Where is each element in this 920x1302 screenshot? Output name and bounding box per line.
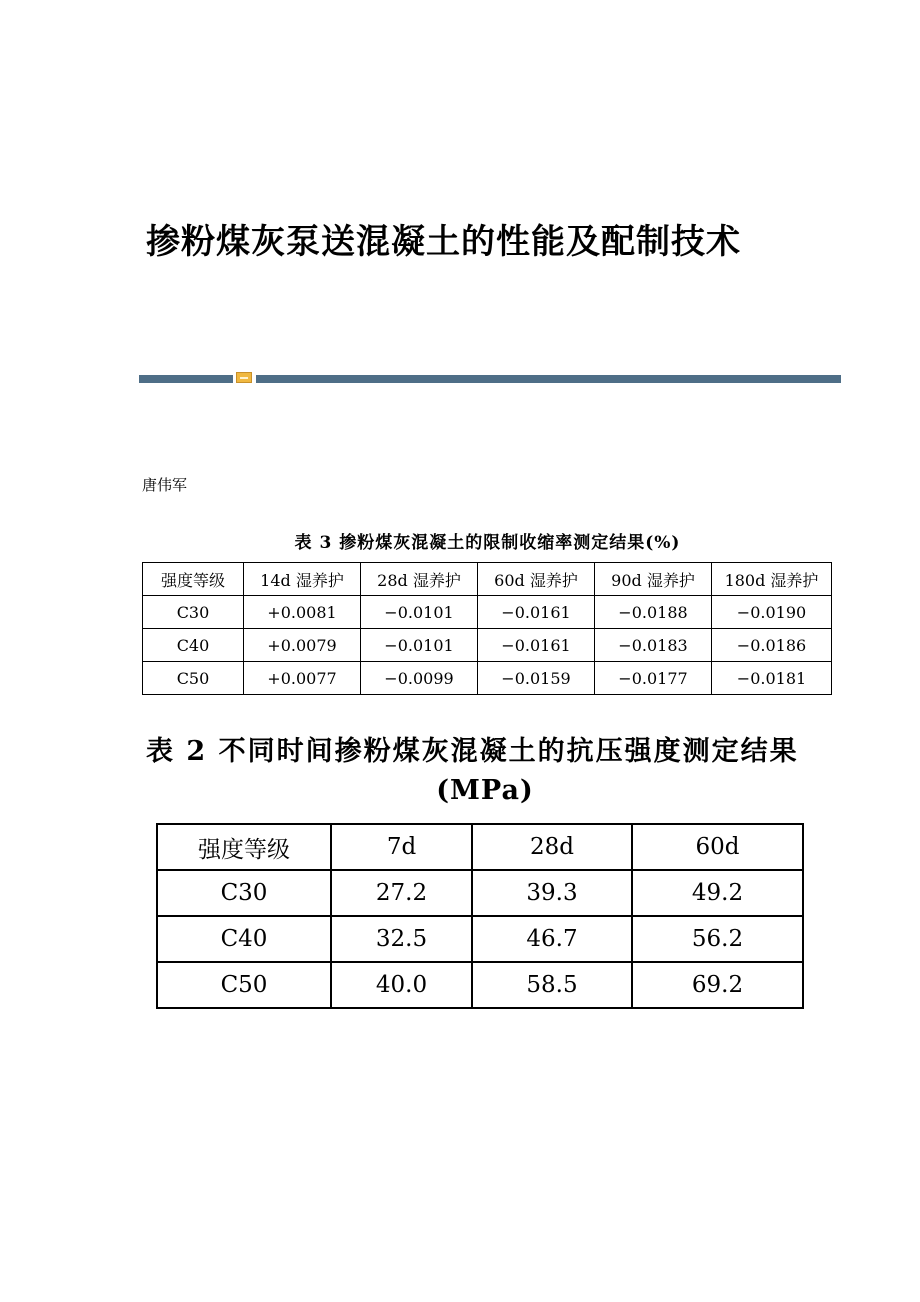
table-row <box>157 916 803 962</box>
header-rule-left <box>139 375 233 383</box>
table-row <box>143 629 832 662</box>
table2-caption: 表 2 不同时间掺粉煤灰混凝土的抗压强度测定结果 <box>146 736 799 767</box>
value-cell: −0.0101 <box>361 596 478 629</box>
header-rule-right <box>256 375 841 383</box>
value-cell: 39.3 <box>472 870 632 916</box>
shrinkage-table <box>142 562 832 695</box>
value-cell: 32.5 <box>331 916 472 962</box>
grade-cell: C30 <box>157 870 331 916</box>
header-cell: 28d <box>472 824 632 870</box>
value-cell: −0.0181 <box>712 662 832 695</box>
value-cell: +0.0081 <box>244 596 361 629</box>
table2-caption-unit: (MPa) <box>436 775 534 806</box>
value-cell: 69.2 <box>632 962 803 1008</box>
value-cell: −0.0188 <box>595 596 712 629</box>
value-cell: −0.0161 <box>478 596 595 629</box>
grade-cell: C40 <box>157 916 331 962</box>
header-cell: 强度等级 <box>143 563 244 596</box>
value-cell: −0.0190 <box>712 596 832 629</box>
header-cell: 60d <box>632 824 803 870</box>
header-cell: 14d 湿养护 <box>244 563 361 596</box>
header-cell: 28d 湿养护 <box>361 563 478 596</box>
header-cell: 强度等级 <box>157 824 331 870</box>
table-row <box>157 962 803 1008</box>
table-row <box>143 596 832 629</box>
decorative-emblem-icon <box>236 372 252 383</box>
value-cell: 49.2 <box>632 870 803 916</box>
value-cell: +0.0079 <box>244 629 361 662</box>
value-cell: 46.7 <box>472 916 632 962</box>
header-cell: 90d 湿养护 <box>595 563 712 596</box>
grade-cell: C50 <box>157 962 331 1008</box>
value-cell: −0.0159 <box>478 662 595 695</box>
value-cell: 40.0 <box>331 962 472 1008</box>
value-cell: −0.0161 <box>478 629 595 662</box>
author-name: 唐伟军 <box>142 476 188 494</box>
value-cell: +0.0077 <box>244 662 361 695</box>
header-cell: 180d 湿养护 <box>712 563 832 596</box>
header-cell: 60d 湿养护 <box>478 563 595 596</box>
value-cell: −0.0177 <box>595 662 712 695</box>
value-cell: −0.0099 <box>361 662 478 695</box>
value-cell: 58.5 <box>472 962 632 1008</box>
value-cell: −0.0183 <box>595 629 712 662</box>
table-header-row <box>143 563 832 596</box>
value-cell: −0.0186 <box>712 629 832 662</box>
grade-cell: C40 <box>143 629 244 662</box>
table-row <box>143 662 832 695</box>
grade-cell: C50 <box>143 662 244 695</box>
value-cell: 27.2 <box>331 870 472 916</box>
compressive-strength-table <box>156 823 804 1009</box>
value-cell: −0.0101 <box>361 629 478 662</box>
value-cell: 56.2 <box>632 916 803 962</box>
table-header-row <box>157 824 803 870</box>
table3-caption: 表 3 掺粉煤灰混凝土的限制收缩率测定结果(%) <box>294 533 681 553</box>
grade-cell: C30 <box>143 596 244 629</box>
header-cell: 7d <box>331 824 472 870</box>
document-title: 掺粉煤灰泵送混凝土的性能及配制技术 <box>146 222 741 262</box>
table-row <box>157 870 803 916</box>
